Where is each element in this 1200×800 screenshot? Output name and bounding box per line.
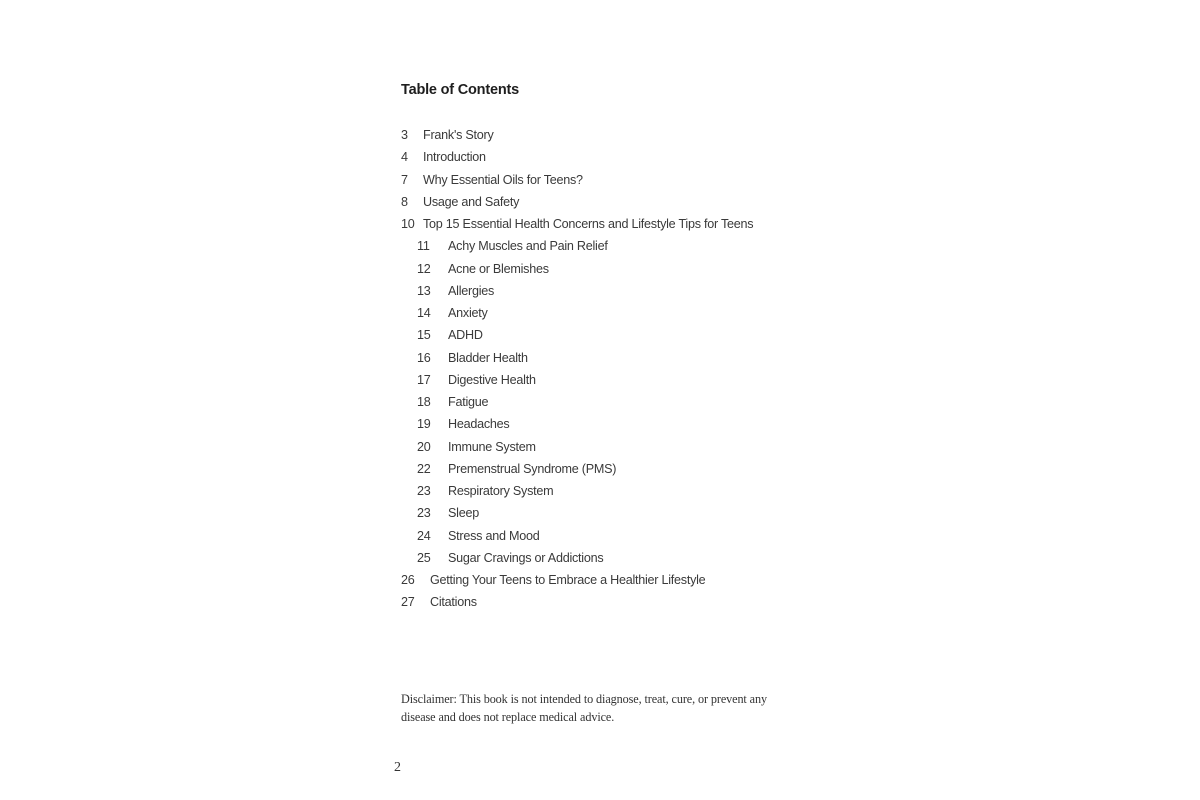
toc-entry-label: Anxiety <box>448 306 488 320</box>
toc-entry <box>401 569 753 591</box>
toc-entry <box>401 169 753 191</box>
toc-page-number: 11 <box>417 239 430 254</box>
toc-subentry <box>401 502 753 524</box>
toc-entry <box>401 191 753 213</box>
toc-page-number: 25 <box>417 550 431 565</box>
toc-entry-label: Why Essential Oils for Teens? <box>423 172 583 187</box>
toc-page-number: 23 <box>417 484 431 498</box>
toc-entry-label: Citations <box>430 595 477 610</box>
toc-page-number: 26 <box>401 573 415 587</box>
toc-page-number: 16 <box>417 350 431 365</box>
toc-subentry <box>401 235 753 257</box>
toc-subentry <box>401 547 753 569</box>
toc-entry-label: ADHD <box>448 328 483 343</box>
disclaimer-text: Disclaimer: This book is not intended to diagnose, treat, cure, or prevent any disease and does not replace medical advice. <box>401 692 767 724</box>
toc-page-number: 13 <box>417 283 431 298</box>
toc-entry-label: Immune System <box>448 439 536 454</box>
toc-entry-label: Allergies <box>448 283 495 298</box>
toc-entry-label: Sleep <box>448 506 479 521</box>
toc-subentry <box>401 258 753 280</box>
toc-page-number: 15 <box>417 328 431 343</box>
toc-subentry <box>401 391 753 413</box>
toc-page-number: 4 <box>401 150 408 165</box>
toc-entry <box>401 213 753 235</box>
toc-subentry <box>401 480 753 502</box>
toc-entry-label: Digestive Health <box>448 372 536 387</box>
toc-entry-label: Usage and Safety <box>423 194 520 209</box>
toc-page-number: 14 <box>417 306 431 320</box>
toc-page-number: 18 <box>417 395 431 409</box>
toc-page-number: 12 <box>417 261 431 276</box>
toc-page-number: 20 <box>417 439 431 454</box>
toc-page-number: 23 <box>417 506 431 521</box>
toc-page-number: 19 <box>417 417 431 432</box>
toc-entry-label: Fatigue <box>448 395 489 409</box>
page-number: 2 <box>394 760 401 775</box>
toc-subentry <box>401 458 753 480</box>
toc-subentry <box>401 525 753 547</box>
toc-page-number: 8 <box>401 194 408 209</box>
toc-subentry <box>401 413 753 435</box>
toc-entry <box>401 591 753 613</box>
toc-page-number: 10 <box>401 217 415 231</box>
toc-entry-label: Acne or Blemishes <box>448 261 549 276</box>
toc-entry <box>401 146 753 168</box>
toc-page-number: 7 <box>401 172 408 187</box>
toc-entry-label: Frank's Story <box>423 128 494 142</box>
toc-entry-label: Achy Muscles and Pain Relief <box>448 239 608 254</box>
toc-subentry <box>401 324 753 346</box>
toc-page-number: 24 <box>417 528 431 543</box>
toc-subentry <box>401 436 753 458</box>
toc-entry-label: Top 15 Essential Health Concerns and Lifestyle Tips for Teens <box>423 217 754 231</box>
toc-entry-label: Premenstrual Syndrome (PMS) <box>448 461 617 476</box>
toc-page-number: 27 <box>401 595 415 610</box>
toc-entry-label: Sugar Cravings or Addictions <box>448 550 604 565</box>
toc-subentry <box>401 302 753 324</box>
toc-page-number: 3 <box>401 128 408 142</box>
toc-entry-label: Introduction <box>423 150 486 165</box>
toc-entry-label: Bladder Health <box>448 350 528 365</box>
toc-page-number: 22 <box>417 461 431 476</box>
toc-entry <box>401 124 753 146</box>
toc-entry-label: Getting Your Teens to Embrace a Healthier Lifestyle <box>430 573 706 587</box>
toc-entry-label: Headaches <box>448 417 510 432</box>
toc-entry-label: Respiratory System <box>448 484 554 498</box>
toc-entry-label: Stress and Mood <box>448 528 540 543</box>
table-of-contents-list <box>401 124 753 614</box>
toc-subentry <box>401 347 753 369</box>
toc-page-number: 17 <box>417 372 431 387</box>
page-title: Table of Contents <box>401 82 519 98</box>
toc-subentry <box>401 369 753 391</box>
toc-subentry <box>401 280 753 302</box>
